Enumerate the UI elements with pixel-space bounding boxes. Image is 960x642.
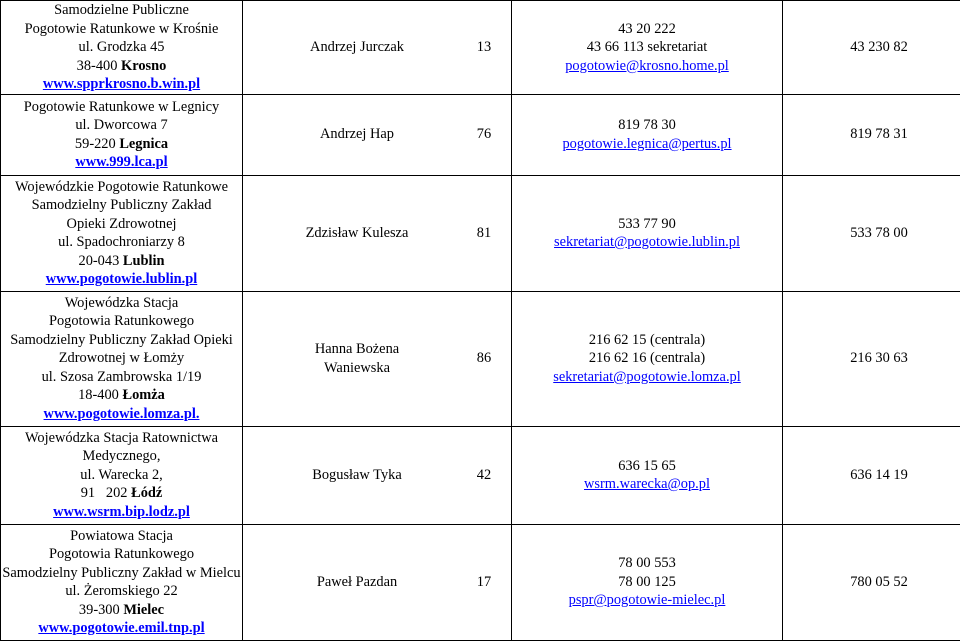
institution-line: Opieki Zdrowotnej: [66, 215, 177, 232]
phone-line: 43 66 113 sekretariat: [586, 39, 708, 55]
fax-cell: 533 78 00: [783, 175, 960, 291]
table-row: [1, 291, 960, 426]
website-link[interactable]: www.999.lca.pl: [75, 154, 168, 170]
postal-code: 18-400: [78, 387, 119, 404]
phone-line: 636 15 65: [618, 457, 676, 474]
institution-line: Samodzielny Publiczny Zakład Opieki: [10, 331, 233, 348]
table-row: [1, 1, 960, 95]
institution-line: Samodzielny Publiczny Zakład: [31, 197, 212, 213]
number-cell: 13: [465, 1, 512, 95]
postal-city-line: [1, 484, 242, 503]
postal-city-line: [1, 386, 242, 405]
city-name: Lublin: [122, 252, 165, 269]
institution-line: Pogotowia Ratunkowego: [48, 313, 195, 330]
director-line: Waniewska: [324, 359, 390, 376]
email-link[interactable]: pogotowie.legnica@pertus.pl: [562, 135, 732, 152]
institution-cell: [1, 175, 243, 291]
contact-cell: [512, 426, 783, 524]
postal-code: 38-400: [76, 57, 118, 74]
number-cell: 17: [465, 524, 512, 640]
city-name: Łódź: [131, 485, 163, 502]
address-line: ul. Grodzka 45: [78, 39, 165, 55]
contact-cell: [512, 94, 783, 175]
institution-cell: [1, 426, 243, 524]
director-cell: Paweł Pazdan: [243, 524, 466, 640]
table-row: [1, 524, 960, 640]
phone-line: 216 62 15 (centrala): [588, 331, 706, 348]
city-name: Łomża: [122, 387, 165, 404]
address-line: ul. Warecka 2,: [80, 466, 163, 483]
contact-cell: [512, 1, 783, 95]
address-line: ul. Spadochroniarzy 8: [58, 234, 185, 250]
institution-cell: [1, 1, 243, 95]
website-link[interactable]: www.pogotowie.emil.tnp.pl: [38, 620, 205, 636]
institution-line: Pogotowie Ratunkowe w Krośnie: [24, 20, 219, 37]
number-cell: 86: [465, 291, 512, 426]
fax-cell: 636 14 19: [783, 426, 960, 524]
email-link[interactable]: sekretariat@pogotowie.lomza.pl: [553, 368, 741, 385]
postal-city-line: [1, 135, 242, 154]
website-link[interactable]: www.pogotowie.lomza.pl.: [43, 405, 200, 422]
institution-line: Pogotowia Ratunkowego: [48, 546, 195, 562]
city-name: Krosno: [121, 57, 167, 74]
email-link[interactable]: wsrm.warecka@op.pl: [584, 476, 710, 492]
postal-city-line: [1, 252, 242, 271]
institution-line: Samodzielny Publiczny Zakład w Mielcu: [2, 564, 241, 581]
institution-cell: [1, 94, 243, 175]
contact-cell: [512, 291, 783, 426]
institution-cell: [1, 291, 243, 426]
postal-code: 20-043: [78, 252, 120, 269]
address-line: ul. Żeromskiego 22: [65, 583, 178, 599]
phone-line: 533 77 90: [618, 215, 676, 232]
director-cell: [243, 291, 466, 426]
phone-line: 78 00 125: [618, 573, 676, 590]
director-cell: Bogusław Tyka: [243, 426, 466, 524]
table-row: [1, 94, 960, 175]
postal-code: 39-300: [78, 601, 120, 618]
institution-line: Pogotowie Ratunkowe w Legnicy: [23, 98, 220, 115]
website-link[interactable]: www.pogotowie.lublin.pl: [45, 271, 198, 287]
postal-code: 91 202: [80, 485, 128, 502]
address-line: ul. Dworcowa 7: [75, 117, 168, 133]
director-cell: Andrzej Jurczak: [243, 1, 466, 95]
table-row: [1, 175, 960, 291]
postal-city-line: [1, 57, 242, 76]
city-name: Mielec: [123, 601, 165, 618]
phone-line: 78 00 553: [618, 555, 676, 572]
number-cell: 76: [465, 94, 512, 175]
contact-cell: [512, 524, 783, 640]
number-cell: 42: [465, 426, 512, 524]
table-row: [1, 426, 960, 524]
postal-city-line: [1, 601, 242, 620]
fax-cell: 43 230 82: [783, 1, 960, 95]
number-cell: 81: [465, 175, 512, 291]
director-cell: Zdzisław Kulesza: [243, 175, 466, 291]
phone-line: 819 78 30: [618, 117, 676, 133]
website-link[interactable]: www.spprkrosno.b.win.pl: [42, 76, 201, 92]
institution-line: Wojewódzka Stacja: [64, 294, 179, 311]
fax-cell: 819 78 31: [783, 94, 960, 175]
institution-cell: [1, 524, 243, 640]
institution-line: Medycznego,: [82, 448, 161, 465]
email-link[interactable]: sekretariat@pogotowie.lublin.pl: [554, 234, 740, 250]
institution-line: Wojewódzka Stacja Ratownictwa: [24, 429, 219, 446]
address-line: ul. Szosa Zambrowska 1/19: [41, 368, 202, 385]
institution-line: Zdrowotnej w Łomży: [58, 350, 185, 367]
email-link[interactable]: pogotowie@krosno.home.pl: [565, 57, 729, 74]
phone-line: 43 20 222: [618, 20, 676, 37]
phone-line: 216 62 16 (centrala): [588, 350, 706, 367]
institution-line: Wojewódzkie Pogotowie Ratunkowe: [14, 178, 229, 195]
institution-line: Samodzielne Publiczne: [54, 2, 189, 18]
contact-cell: [512, 175, 783, 291]
city-name: Legnica: [119, 135, 169, 152]
website-link[interactable]: www.wsrm.bip.lodz.pl: [53, 503, 190, 520]
postal-code: 59-220: [74, 135, 116, 152]
director-cell: Andrzej Hap: [243, 94, 466, 175]
fax-cell: 216 30 63: [783, 291, 960, 426]
director-line: Hanna Bożena: [314, 341, 400, 357]
email-link[interactable]: pspr@pogotowie-mielec.pl: [568, 592, 726, 609]
institution-line: Powiatowa Stacja: [70, 527, 173, 544]
fax-cell: 780 05 52: [783, 524, 960, 640]
